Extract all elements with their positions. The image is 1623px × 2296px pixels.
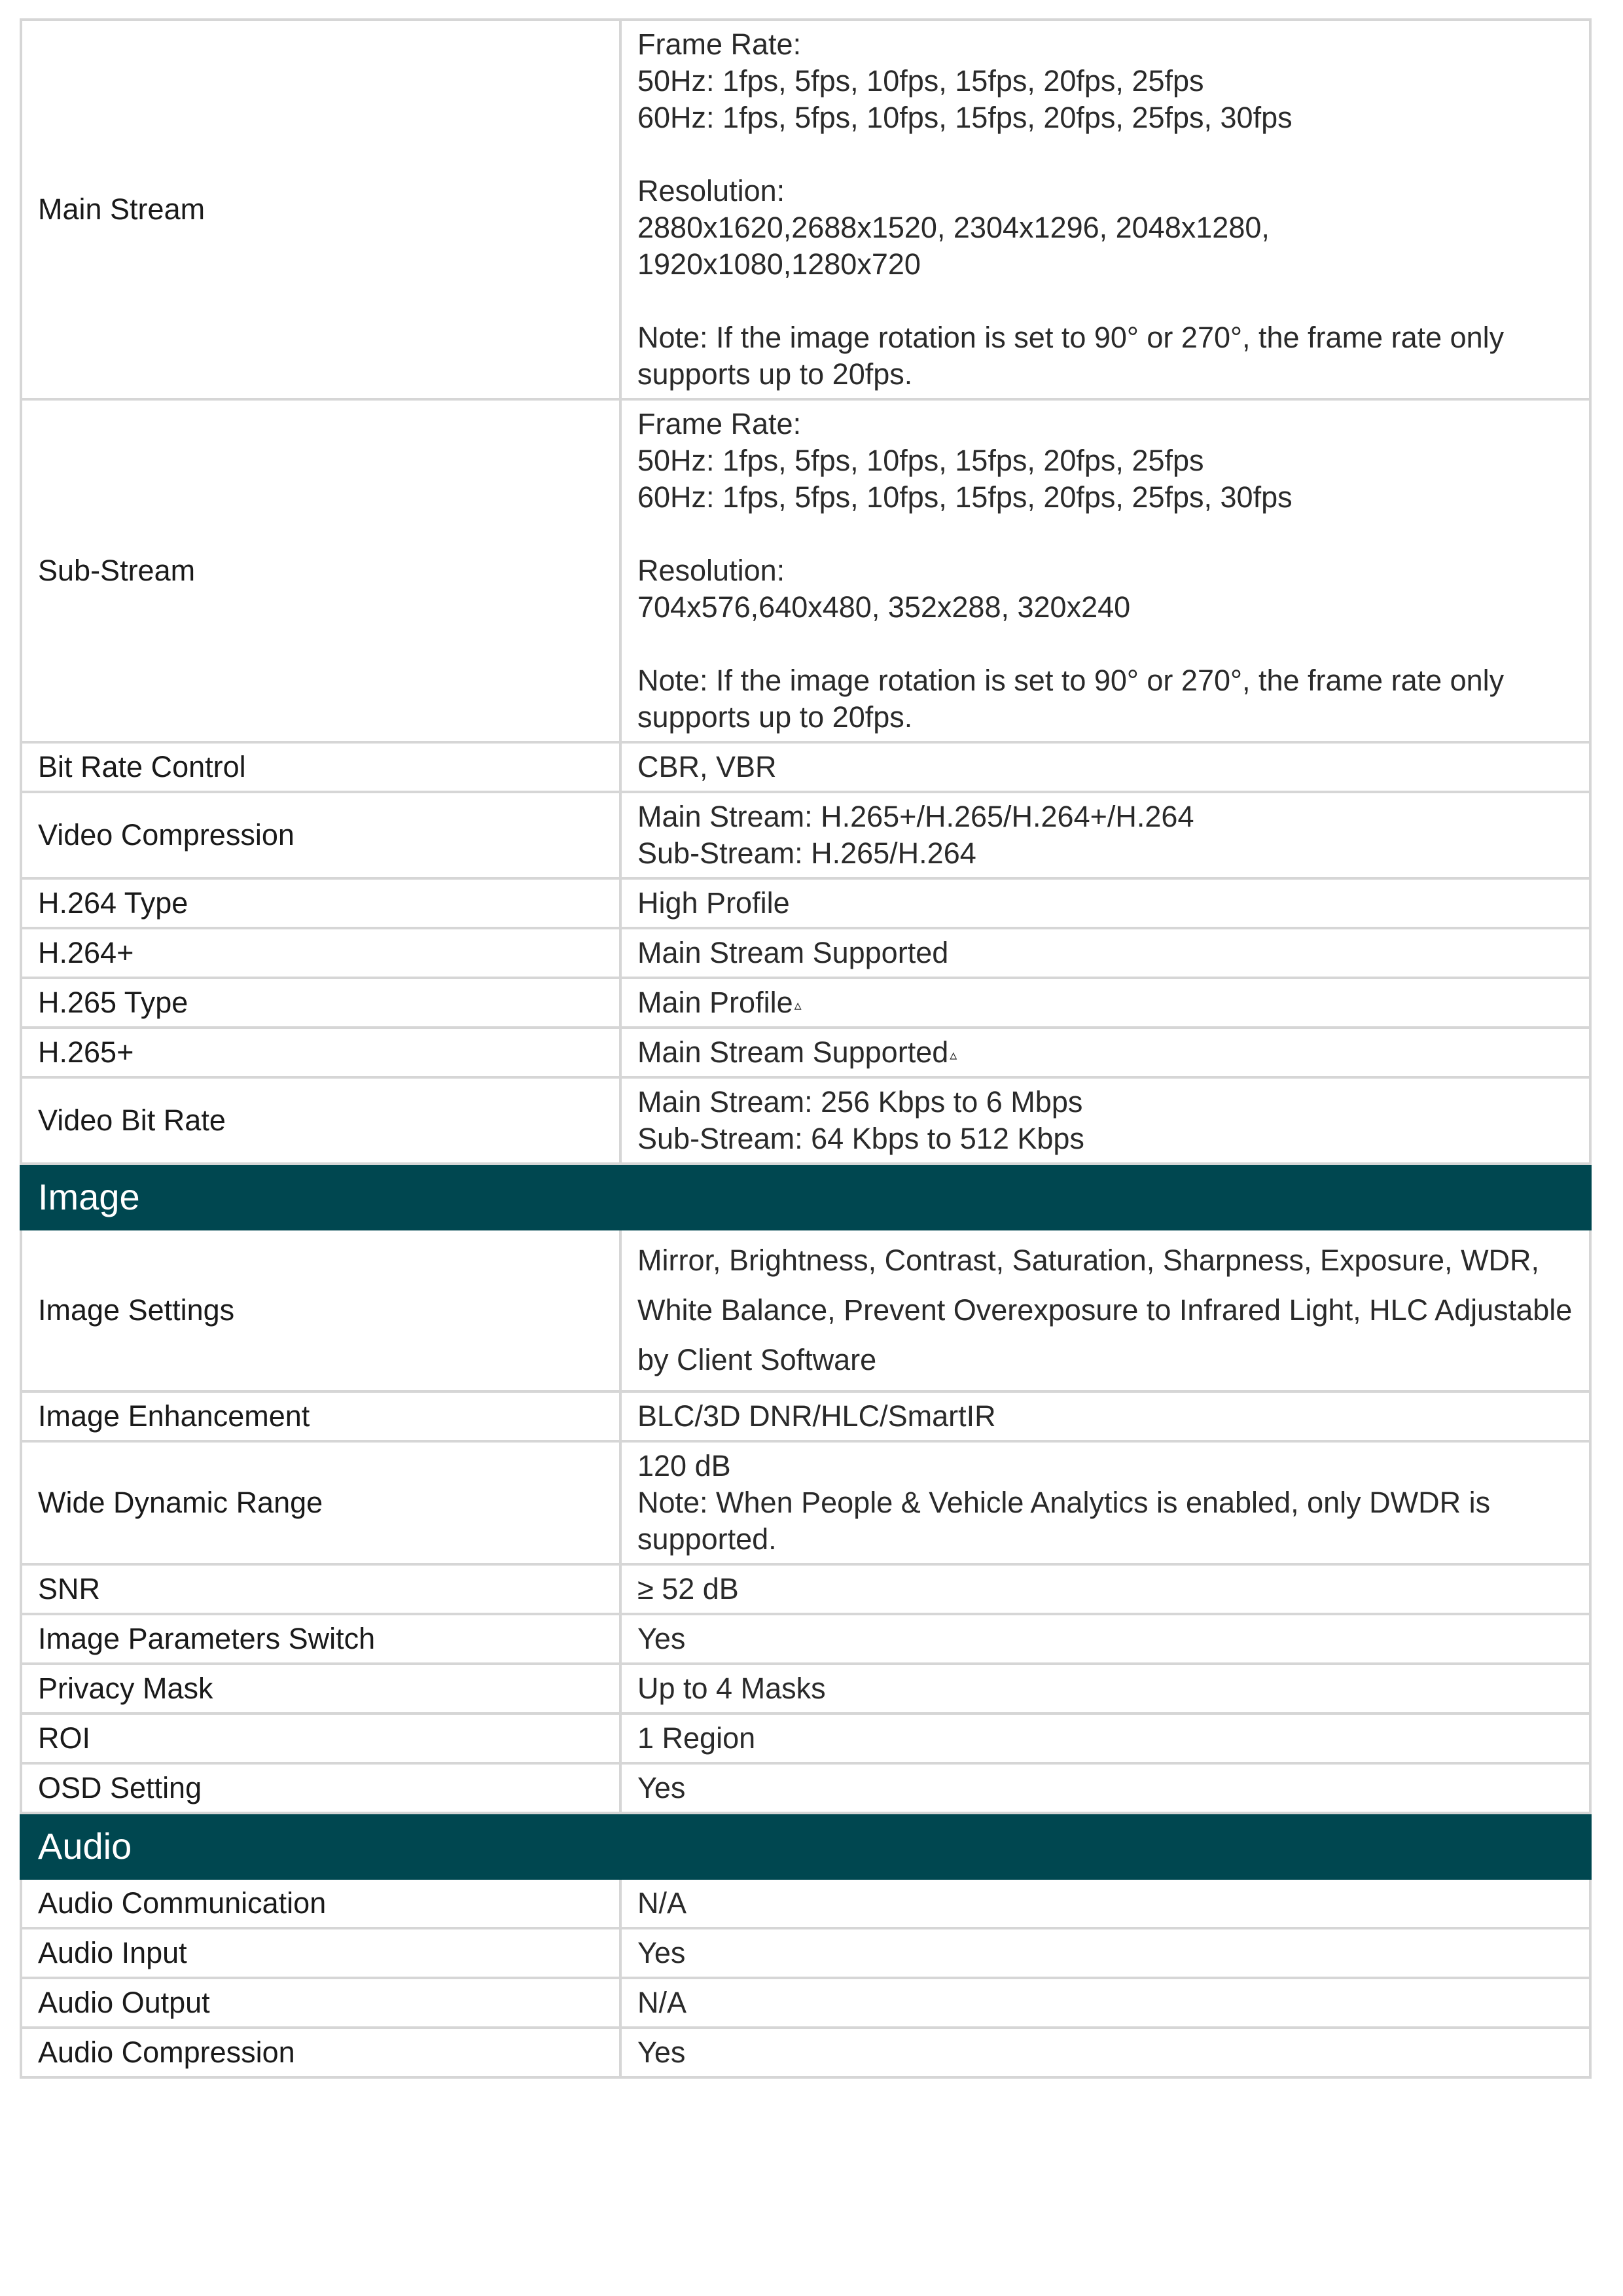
spec-value [620,1614,1590,1664]
spec-row [21,1614,1590,1664]
spec-label: Video Compression [21,792,620,878]
spec-label: Audio Communication [21,1878,620,1928]
spec-value [620,1664,1590,1713]
spec-row [21,928,1590,978]
spec-value [620,1928,1590,1978]
spec-row [21,792,1590,878]
spec-value-line: ≥ 52 dB [637,1572,739,1605]
spec-value-line: Main Stream: H.265+/H.265/H.264+/H.264 [637,800,1194,833]
spec-row [21,1229,1590,1391]
spec-label: Audio Compression [21,2028,620,2077]
spec-value-line: Note: When People & Vehicle Analytics is enabled, only DWDR is [637,1486,1491,1519]
spec-value-line: Sub-Stream: 64 Kbps to 512 Kbps [637,1122,1084,1155]
spec-label: Privacy Mask [21,1664,620,1713]
spec-value-line: Frame Rate: [637,407,802,440]
section-header-image [21,1164,1590,1229]
spec-value-line: 120 dB [637,1449,731,1482]
spec-value-line: N/A [637,1886,687,1920]
spec-label: Audio Input [21,1928,620,1978]
spec-label: Bit Rate Control [21,742,620,792]
spec-row [21,399,1590,742]
spec-value-line: supported. [637,1522,777,1556]
spec-value-line: 50Hz: 1fps, 5fps, 10fps, 15fps, 20fps, 25fps [637,64,1204,98]
spec-value-line: N/A [637,1986,687,2019]
spec-value-line: supports up to 20fps. [637,357,913,391]
spec-value [620,1713,1590,1763]
spec-value-line: Mirror, Brightness, Contrast, Saturation, Sharpness, Exposure, WDR, [637,1244,1540,1277]
spec-row [21,1978,1590,2028]
spec-value [620,742,1590,792]
spec-value-line: White Balance, Prevent Overexposure to Infrared Light, HLC Adjustable [637,1293,1573,1327]
spec-value-line-with-mark [637,984,1573,1021]
spec-value-line: Frame Rate: [637,27,802,61]
spec-value [620,928,1590,978]
spec-value-line [637,626,1573,662]
spec-value-text: Main Stream Supported [637,1035,949,1069]
spec-value-line [637,516,1573,552]
spec-row [21,1878,1590,1928]
spec-row [21,2028,1590,2077]
spec-row [21,742,1590,792]
spec-value-line: 60Hz: 1fps, 5fps, 10fps, 15fps, 20fps, 25fps, 30fps [637,480,1293,514]
spec-row [21,1391,1590,1441]
spec-row [21,978,1590,1028]
spec-label: H.265+ [21,1028,620,1077]
spec-value-line: Up to 4 Masks [637,1672,826,1705]
spec-row [21,1564,1590,1614]
section-header-audio [21,1813,1590,1878]
spec-row [21,1077,1590,1164]
spec-value [620,20,1590,399]
spec-value-line: 2880x1620,2688x1520, 2304x1296, 2048x1280, [637,211,1270,244]
spec-label: Image Settings [21,1229,620,1391]
spec-value-line: CBR, VBR [637,750,777,783]
spec-table [20,18,1592,2079]
spec-value-line: Resolution: [637,174,785,207]
spec-label: Image Enhancement [21,1391,620,1441]
spec-value-line: Resolution: [637,554,785,587]
spec-value-line: Main Stream: 256 Kbps to 6 Mbps [637,1085,1083,1119]
spec-row [21,1028,1590,1077]
spec-value-line: Yes [637,1936,686,1969]
spec-value-line-with-mark [637,1034,1573,1071]
spec-value-line [637,283,1573,319]
spec-value [620,1564,1590,1614]
spec-value-line: Sub-Stream: H.265/H.264 [637,836,976,870]
spec-sheet [20,18,1592,2079]
spec-label: Image Parameters Switch [21,1614,620,1664]
spec-label: Sub-Stream [21,399,620,742]
spec-value [620,1391,1590,1441]
spec-row [21,1664,1590,1713]
spec-value [620,878,1590,928]
spec-value-line [637,136,1573,173]
footnote-mark-icon: ▵ [950,1047,957,1063]
spec-value-line: 1920x1080,1280x720 [637,247,921,281]
spec-label: Wide Dynamic Range [21,1441,620,1564]
spec-label: H.265 Type [21,978,620,1028]
spec-row [21,1763,1590,1813]
spec-label: SNR [21,1564,620,1614]
spec-label: H.264+ [21,928,620,978]
spec-value-line: Yes [637,1622,686,1655]
spec-row [21,20,1590,399]
spec-value-line: 704x576,640x480, 352x288, 320x240 [637,590,1131,624]
spec-label: Audio Output [21,1978,620,2028]
spec-value [620,1077,1590,1164]
spec-value [620,1441,1590,1564]
spec-value [620,1763,1590,1813]
spec-label: Main Stream [21,20,620,399]
spec-value [620,1028,1590,1077]
spec-value [620,1229,1590,1391]
spec-value-line: Yes [637,1771,686,1804]
spec-row [21,1713,1590,1763]
spec-label: ROI [21,1713,620,1763]
spec-value-line: High Profile [637,886,790,920]
spec-value [620,1978,1590,2028]
spec-value-line: supports up to 20fps. [637,700,913,734]
section-title-audio: Audio [21,1813,1590,1878]
spec-value [620,792,1590,878]
spec-value-line: BLC/3D DNR/HLC/SmartIR [637,1399,996,1433]
spec-row [21,878,1590,928]
spec-value-text: Main Profile [637,986,793,1019]
spec-value-line: 50Hz: 1fps, 5fps, 10fps, 15fps, 20fps, 25fps [637,444,1204,477]
spec-value [620,978,1590,1028]
footnote-mark-icon: ▵ [794,997,802,1013]
spec-value-line: Note: If the image rotation is set to 90° or 270°, the frame rate only [637,321,1505,354]
spec-label: H.264 Type [21,878,620,928]
spec-value [620,1878,1590,1928]
spec-value-line: 60Hz: 1fps, 5fps, 10fps, 15fps, 20fps, 25fps, 30fps [637,101,1293,134]
spec-row [21,1928,1590,1978]
spec-value-line: Yes [637,2036,686,2069]
spec-label: Video Bit Rate [21,1077,620,1164]
spec-table-body [21,20,1590,2077]
spec-value [620,399,1590,742]
spec-value-line: Note: If the image rotation is set to 90° or 270°, the frame rate only [637,664,1505,697]
spec-row [21,1441,1590,1564]
spec-label: OSD Setting [21,1763,620,1813]
section-title-image: Image [21,1164,1590,1229]
spec-value-line: Main Stream Supported [637,936,949,969]
spec-value [620,2028,1590,2077]
spec-value-line: by Client Software [637,1343,877,1376]
spec-value-line: 1 Region [637,1721,756,1755]
